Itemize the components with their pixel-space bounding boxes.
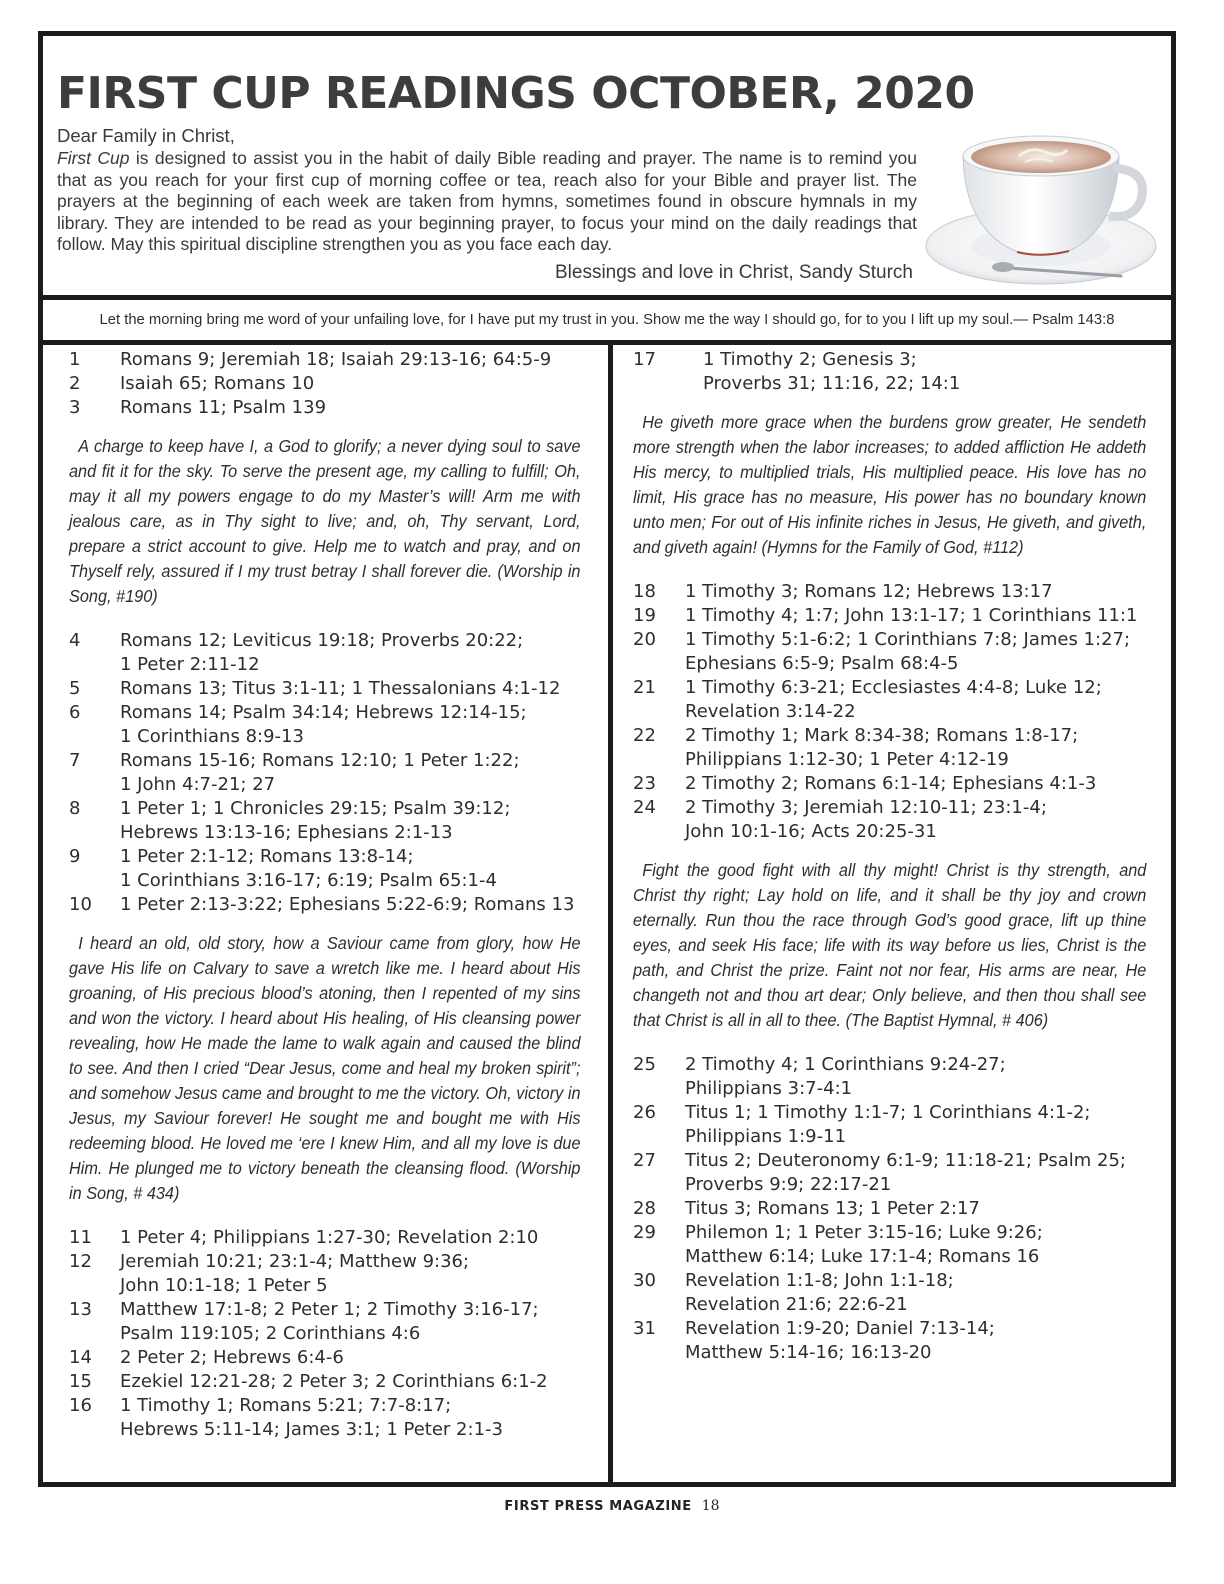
prayer-2: I heard an old, old story, how a Saviour came from glory, how He gave His life on Calvary to save a wretch like me. I heard about His groaning, of His precious blood’s atoning, then I repented of my sins and won the victory. I heard about His healing, of His cleansing power revealing, how He made the lame to walk again and caused the blind to see. And then I cried “Dear Jesus, come and heal my broken spirit”; and somehow Jesus came and brought to me the victory. Oh, victory in Jesus, my Saviour forever! He sought me and bought me with His redeeming blood. He loved me ‘ere I knew Him, and all my love is due Him. He plunged me to victory beneath the cleansing flood. (Worship in Song, # 434) (69, 933, 581, 1203)
reading-row (69, 797, 585, 845)
reading-row (633, 676, 1147, 724)
day-number: 26 (633, 1102, 656, 1123)
reading-line: 1 Timothy 6:3-21; Ecclesiastes 4:4-8; Luke 12; (685, 677, 1102, 698)
day-number: 12 (69, 1251, 92, 1272)
reading-references (120, 1394, 585, 1442)
reading-line-continued: John 10:1-18; 1 Peter 5 (120, 1275, 328, 1296)
reading-references (120, 701, 585, 749)
left-column (69, 348, 585, 1442)
day-number: 5 (69, 678, 81, 699)
reading-row (69, 372, 585, 396)
reading-line: 2 Timothy 4; 1 Corinthians 9:24-27; (685, 1054, 1006, 1075)
reading-row (69, 1298, 585, 1346)
reading-line: 2 Timothy 1; Mark 8:34-38; Romans 1:8-17; (685, 725, 1079, 746)
reading-line-continued: Matthew 6:14; Luke 17:1-4; Romans 16 (685, 1246, 1040, 1267)
reading-row (69, 1346, 585, 1370)
reading-row (69, 1370, 585, 1394)
reading-references (120, 396, 585, 420)
reading-references (120, 893, 585, 917)
reading-row (69, 1250, 585, 1298)
reading-references (120, 797, 585, 845)
reading-references (685, 604, 1147, 628)
reading-references (120, 845, 585, 893)
reading-line: 2 Timothy 3; Jeremiah 12:10-11; 23:1-4; (685, 797, 1047, 818)
reading-line: Isaiah 65; Romans 10 (120, 373, 315, 394)
reading-references (120, 1370, 585, 1394)
reading-row (633, 1149, 1147, 1197)
reading-line: Titus 1; 1 Timothy 1:1-7; 1 Corinthians 4:1-2; (685, 1102, 1091, 1123)
reading-line: 2 Timothy 2; Romans 6:1-14; Ephesians 4:1-3 (685, 773, 1097, 794)
reading-row (69, 749, 585, 797)
day-number: 4 (69, 630, 81, 651)
day-number: 1 (69, 349, 81, 370)
header-panel (43, 36, 1171, 300)
reading-line: Romans 15-16; Romans 12:10; 1 Peter 1:22; (120, 750, 520, 771)
day-number: 7 (69, 750, 81, 771)
magazine-name: FIRST PRESS MAGAZINE (504, 1499, 692, 1514)
reading-line: Titus 2; Deuteronomy 6:1-9; 11:18-21; Psalm 25; (685, 1150, 1126, 1171)
reading-row (69, 1394, 585, 1442)
reading-line: 1 Peter 2:1-12; Romans 13:8-14; (120, 846, 414, 867)
reading-line: Jeremiah 10:21; 23:1-4; Matthew 9:36; (120, 1251, 470, 1272)
reading-row (633, 1317, 1147, 1365)
right-column (633, 348, 1147, 1365)
reading-references (685, 580, 1147, 604)
reading-line: Romans 14; Psalm 34:14; Hebrews 12:14-15; (120, 702, 527, 723)
signoff: Blessings and love in Christ, Sandy Sturch (554, 262, 913, 283)
day-number: 15 (69, 1371, 92, 1392)
day-number: 23 (633, 773, 656, 794)
day-number: 2 (69, 373, 81, 394)
reading-line-continued: Philippians 1:9-11 (685, 1126, 847, 1147)
reading-line: 1 Peter 2:13-3:22; Ephesians 5:22-6:9; Romans 13 (120, 894, 575, 915)
reading-references (120, 348, 585, 372)
reading-line: 1 Peter 1; 1 Chronicles 29:15; Psalm 39:12; (120, 798, 511, 819)
page-footer (0, 1497, 1224, 1514)
reading-references (685, 796, 1147, 844)
intro-paragraph (57, 148, 917, 256)
reading-references (703, 348, 1147, 396)
reading-references (120, 1226, 585, 1250)
reading-references (685, 1197, 1147, 1221)
reading-references (685, 676, 1147, 724)
reading-line: 2 Peter 2; Hebrews 6:4-6 (120, 1347, 344, 1368)
reading-row (633, 628, 1147, 676)
reading-row (69, 629, 585, 677)
reading-line: Romans 12; Leviticus 19:18; Proverbs 20:22; (120, 630, 524, 651)
reading-references (685, 628, 1147, 676)
page-title: FIRST CUP READINGS OCTOBER, 2020 (57, 68, 975, 119)
day-number: 13 (69, 1299, 92, 1320)
day-number: 29 (633, 1222, 656, 1243)
reading-references (120, 629, 585, 677)
day-number: 17 (633, 349, 656, 370)
readings-list-1 (69, 348, 585, 420)
day-number: 9 (69, 846, 81, 867)
reading-row (69, 677, 585, 701)
day-number: 21 (633, 677, 656, 698)
day-number: 6 (69, 702, 81, 723)
day-number: 14 (69, 1347, 92, 1368)
reading-references (685, 724, 1147, 772)
day-number: 24 (633, 797, 656, 818)
reading-references (120, 1346, 585, 1370)
reading-row (69, 1226, 585, 1250)
day-number: 18 (633, 581, 656, 602)
intro-text: is designed to assist you in the habit of daily Bible reading and prayer. The name is to remind you that as you reach for your first cup of morning coffee or tea, reach also for your Bible and prayer list. The prayers at the beginning of each week are taken from hymns, sometimes found in obscure hymnals in my library. They are intended to be read as your beginning prayer, to focus your mind on the daily readings that follow. May this spiritual discipline strengthen you as you face each day. (57, 148, 917, 254)
intro-emphasis: First Cup (57, 148, 130, 168)
readings-list-3 (69, 1226, 585, 1442)
reading-line: Romans 9; Jeremiah 18; Isaiah 29:13-16; 64:5-9 (120, 349, 552, 370)
reading-references (685, 772, 1147, 796)
reading-line-continued: Matthew 5:14-16; 16:13-20 (685, 1342, 932, 1363)
reading-row (633, 796, 1147, 844)
reading-line: Philemon 1; 1 Peter 3:15-16; Luke 9:26; (685, 1222, 1043, 1243)
reading-row (633, 1269, 1147, 1317)
reading-references (685, 1221, 1147, 1269)
prayer-3: He giveth more grace when the burdens grow greater, He sendeth more strength when the labor increases; to added affliction He addeth His mercy, to multiplied trials, His multiplied peace. His love has no limit, His grace has no measure, His power has no boundary known unto men; For out of His infinite riches in Jesus, He giveth, and giveth, and giveth again! (Hymns for the Family of God, #112) (633, 412, 1147, 557)
prayer-1: A charge to keep have I, a God to glorify; a never dying soul to save and fit it for the sky. To serve the present age, my calling to fulfill; Oh, may it all my powers engage to do my Master’s will! Arm me with jealous care, as in Thy sight to live; and, oh, Thy servant, Lord, prepare a strict account to give. Help me to watch and pray, and on Thyself rely, assured if I my trust betray I shall forever die. (Worship in Song, #190) (69, 436, 581, 606)
reading-row (69, 396, 585, 420)
coffee-foam (971, 141, 1111, 173)
day-number: 3 (69, 397, 81, 418)
prayer-4: Fight the good fight with all thy might! Christ is thy strength, and Christ thy right; Lay hold on life, and it shall be thy joy and crown eternally. Run thou the race through God’s good grace, lift up thine eyes, and seek His face; life with its way before us lies, Christ is the path, and Christ the prize. Faint not nor fear, His arms are near, He changeth not and thou art dear; Only believe, and then thou shall see that Christ is all in all to thee. (The Baptist Hymnal, # 406) (633, 860, 1147, 1030)
reading-references (685, 1053, 1147, 1101)
reading-line: Matthew 17:1-8; 2 Peter 1; 2 Timothy 3:16-17; (120, 1299, 539, 1320)
reading-references (685, 1269, 1147, 1317)
reading-line: 1 Peter 4; Philippians 1:27-30; Revelation 2:10 (120, 1227, 539, 1248)
day-number: 25 (633, 1054, 656, 1075)
reading-line: Revelation 1:1-8; John 1:1-18; (685, 1270, 954, 1291)
reading-references (120, 372, 585, 396)
readings-list-5 (633, 580, 1147, 844)
reading-line: 1 Timothy 2; Genesis 3; (703, 349, 917, 370)
page-number: 18 (701, 1498, 720, 1514)
scripture-verse: Let the morning bring me word of your unfailing love, for I have put my trust in you. Show me the way I should go, for to you I lift up my soul.— Psalm 143:8 (43, 300, 1171, 345)
day-number: 30 (633, 1270, 656, 1291)
reading-line: 1 Timothy 3; Romans 12; Hebrews 13:17 (685, 581, 1053, 602)
reading-references (120, 677, 585, 701)
readings-list-2 (69, 629, 585, 917)
salutation: Dear Family in Christ, (57, 125, 235, 146)
reading-row (633, 724, 1147, 772)
reading-line-continued: Revelation 21:6; 22:6-21 (685, 1294, 908, 1315)
reading-line: 1 Timothy 4; 1:7; John 13:1-17; 1 Corinthians 11:1 (685, 605, 1138, 626)
reading-references (120, 1250, 585, 1298)
reading-row (69, 701, 585, 749)
reading-line-continued: Proverbs 31; 11:16, 22; 14:1 (703, 373, 961, 394)
reading-line: 1 Timothy 1; Romans 5:21; 7:7-8:17; (120, 1395, 452, 1416)
reading-row (69, 348, 585, 372)
reading-line: 1 Timothy 5:1-6:2; 1 Corinthians 7:8; James 1:27; (685, 629, 1131, 650)
day-number: 19 (633, 605, 656, 626)
reading-row (633, 1053, 1147, 1101)
reading-references (120, 749, 585, 797)
day-number: 22 (633, 725, 656, 746)
reading-references (685, 1101, 1147, 1149)
reading-line-continued: 1 Corinthians 8:9-13 (120, 726, 304, 747)
day-number: 31 (633, 1318, 656, 1339)
reading-line: Ezekiel 12:21-28; 2 Peter 3; 2 Corinthians 6:1-2 (120, 1371, 548, 1392)
coffee-cup-image (921, 128, 1161, 288)
reading-line-continued: Philippians 3:7-4:1 (685, 1078, 853, 1099)
reading-line-continued: 1 Corinthians 3:16-17; 6:19; Psalm 65:1-4 (120, 870, 497, 891)
day-number: 10 (69, 894, 92, 915)
readings-list-6 (633, 1053, 1147, 1365)
day-number: 8 (69, 798, 81, 819)
reading-line-continued: 1 John 4:7-21; 27 (120, 774, 276, 795)
reading-line: Revelation 1:9-20; Daniel 7:13-14; (685, 1318, 995, 1339)
reading-line: Romans 13; Titus 3:1-11; 1 Thessalonians 4:1-12 (120, 678, 561, 699)
reading-row (633, 1197, 1147, 1221)
day-number: 20 (633, 629, 656, 650)
day-number: 28 (633, 1198, 656, 1219)
reading-row (633, 580, 1147, 604)
reading-line-continued: Revelation 3:14-22 (685, 701, 856, 722)
reading-line: Titus 3; Romans 13; 1 Peter 2:17 (685, 1198, 980, 1219)
column-divider (608, 345, 613, 1482)
day-number: 16 (69, 1395, 92, 1416)
day-number: 27 (633, 1150, 656, 1171)
reading-line-continued: John 10:1-16; Acts 20:25-31 (685, 821, 937, 842)
reading-row (69, 893, 585, 917)
reading-row (69, 845, 585, 893)
reading-references (685, 1317, 1147, 1365)
reading-line-continued: Hebrews 5:11-14; James 3:1; 1 Peter 2:1-3 (120, 1419, 503, 1440)
reading-row (633, 1221, 1147, 1269)
reading-line-continued: Philippians 1:12-30; 1 Peter 4:12-19 (685, 749, 1009, 770)
reading-line-continued: Hebrews 13:13-16; Ephesians 2:1-13 (120, 822, 453, 843)
reading-line-continued: Ephesians 6:5-9; Psalm 68:4-5 (685, 653, 959, 674)
day-number: 11 (69, 1227, 92, 1248)
reading-row (633, 1101, 1147, 1149)
readings-list-4 (633, 348, 1147, 396)
reading-row (633, 348, 1147, 396)
page-frame (38, 31, 1176, 1487)
reading-references (685, 1149, 1147, 1197)
reading-references (120, 1298, 585, 1346)
reading-row (633, 604, 1147, 628)
reading-row (633, 772, 1147, 796)
reading-line-continued: Psalm 119:105; 2 Corinthians 4:6 (120, 1323, 421, 1344)
reading-line: Romans 11; Psalm 139 (120, 397, 327, 418)
reading-line-continued: 1 Peter 2:11-12 (120, 654, 260, 675)
reading-line-continued: Proverbs 9:9; 22:17-21 (685, 1174, 892, 1195)
